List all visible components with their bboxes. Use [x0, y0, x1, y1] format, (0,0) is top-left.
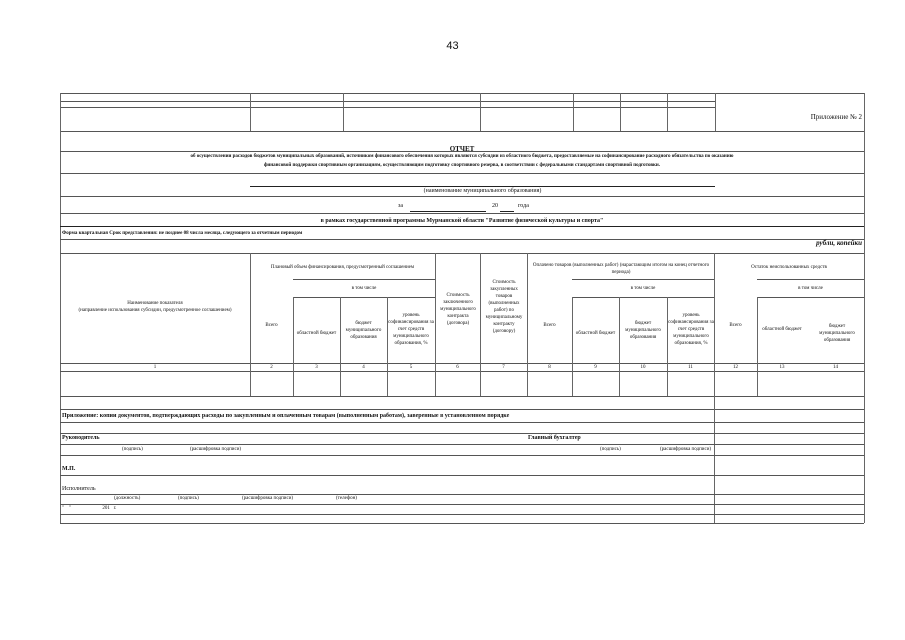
table-rule	[60, 173, 864, 174]
planned-cofin: уровень софинансирования за счет средств муниципального образования, %	[388, 313, 434, 346]
form-line: Форма квартальная Срок представления: не позднее 08 числа месяца, следующего за отчетным периодом	[62, 231, 303, 236]
table-rule	[573, 93, 574, 131]
table-rule	[250, 93, 251, 131]
table-rule	[757, 297, 758, 396]
table-rule	[293, 297, 294, 396]
table-rule	[60, 363, 864, 364]
column-number: 4	[362, 365, 365, 370]
column-number: 14	[833, 365, 838, 370]
table-rule	[667, 93, 668, 131]
unused-total: Всего	[729, 323, 742, 328]
head-signature-caption: (подпись)	[122, 447, 143, 452]
table-rule	[620, 93, 621, 131]
table-rule	[864, 93, 865, 523]
table-rule	[60, 226, 864, 227]
column-number: 2	[270, 365, 273, 370]
column-name-subheader: (направление использования субсидии, предусмотренное соглашением)	[78, 308, 232, 313]
table-rule	[572, 297, 573, 396]
table-rule	[715, 93, 716, 131]
table-rule	[60, 93, 864, 94]
table-rule	[60, 371, 864, 372]
report-title: ОТЧЕТ	[449, 145, 475, 153]
planned-municipal: бюджет муниципального образования	[345, 321, 382, 340]
table-rule	[60, 107, 715, 108]
unused-header: Остаток неиспользованных средств	[751, 265, 827, 270]
attachment-note: Приложение: копии документов, подтверждающих расходы по закупленным и оплаченным товарам (выполненным работам), заверенные в установленном порядке	[62, 413, 510, 419]
period-suffix: года	[518, 203, 529, 209]
report-subtitle-1: об осуществлении расходов бюджетов муниципальных образований, источником финансового обеспечения которых являются субсидии из областного бюджета, предоставляемые на софинансирование расходного обязательства по оказанию	[190, 154, 734, 159]
municipality-caption: (наименование муниципального образования)	[423, 188, 542, 194]
column-number: 11	[688, 365, 693, 370]
table-rule	[340, 297, 341, 396]
stamp-label: М.П.	[62, 466, 76, 472]
year-blank	[500, 211, 514, 212]
head-label: Руководитель	[62, 435, 100, 441]
period-blank	[410, 211, 486, 212]
program-line: в рамках государственной программы Мурманской области "Развитие физической культуры и спорта"	[320, 218, 604, 224]
paid-total: Всего	[543, 323, 556, 328]
paid-including: в том числе	[630, 286, 656, 291]
report-form	[60, 93, 864, 523]
appendix-label: Приложение № 2	[810, 113, 862, 121]
table-rule	[572, 279, 714, 280]
table-rule	[60, 101, 715, 102]
planned-including: в том числе	[351, 286, 377, 291]
column-number: 7	[502, 365, 505, 370]
paid-cofin: уровень софинансирования за счет средств муниципального образования, %	[668, 313, 714, 346]
chief-accountant-label: Главный бухгалтер	[528, 435, 581, 441]
accountant-signature-caption: (подпись)	[600, 447, 621, 452]
table-rule	[60, 494, 864, 495]
executor-label: Исполнитель	[62, 486, 96, 492]
table-rule	[757, 297, 864, 298]
unused-municipal: бюджет муниципального образования	[819, 324, 855, 343]
table-rule	[60, 504, 864, 505]
paid-municipal: бюджет муниципального образования	[625, 321, 661, 340]
table-rule	[293, 279, 435, 280]
table-rule	[60, 253, 864, 254]
date-line: " " 201 г.	[62, 506, 117, 511]
unused-regional: областной бюджет	[762, 327, 802, 332]
column-number: 3	[315, 365, 318, 370]
period-year: 20	[492, 203, 498, 209]
table-rule	[60, 213, 864, 214]
table-rule	[60, 131, 864, 132]
column-number: 6	[456, 365, 459, 370]
position-caption: (должность)	[114, 496, 141, 501]
table-rule	[60, 196, 864, 197]
table-rule	[480, 253, 481, 396]
column-number: 8	[548, 365, 551, 370]
planned-regional: областной бюджет	[296, 331, 337, 336]
unused-including: в том числе	[798, 286, 823, 291]
contract-cost-header: Стоимость заключенного муниципального контракта (договора)	[440, 293, 476, 326]
column-number: 13	[779, 365, 785, 370]
head-decryption-caption: (расшифровка подписи)	[190, 447, 242, 452]
report-subtitle-2: финансовой поддержки спортивным организациям, осуществляющим подготовку спортивного резерва, в соответствии с федеральными стандартами спортивной подготовки.	[263, 163, 661, 168]
column-number: 5	[409, 365, 413, 370]
table-rule	[60, 514, 864, 515]
table-rule	[60, 409, 864, 410]
planned-header: Плановый объем финансирования, предусмотренный соглашением	[270, 265, 415, 270]
municipality-line	[250, 186, 715, 187]
column-number: 12	[733, 365, 738, 370]
table-rule	[60, 444, 864, 445]
planned-total: Всего	[265, 323, 278, 328]
table-rule	[480, 93, 481, 131]
table-rule	[60, 422, 864, 423]
units-label: рубли, копейки	[816, 239, 862, 247]
table-rule	[293, 297, 435, 298]
goods-cost-header: Стоимость закупленных товаров (выполненных работ) по муниципальному контракту (договору)	[485, 280, 523, 334]
accountant-decryption-caption: (расшифровка подписи)	[660, 447, 712, 452]
table-rule	[343, 93, 344, 131]
table-rule	[757, 279, 864, 280]
column-number: 1	[153, 365, 157, 370]
table-rule	[619, 297, 620, 396]
table-rule	[60, 433, 864, 434]
table-rule	[435, 253, 436, 396]
paid-header: Оплачено товаров (выполненных работ) (нарастающим итогом на конец отчетного периода)	[532, 263, 710, 275]
table-rule	[60, 523, 864, 524]
table-rule	[572, 297, 714, 298]
paid-regional: областной бюджет	[575, 331, 616, 336]
column-number: 9	[594, 365, 597, 370]
column-name-header: Наименование показателя	[127, 301, 183, 306]
executor-decryption-caption: (расшифровка подписи)	[242, 496, 294, 501]
table-rule	[60, 455, 864, 456]
executor-signature-caption: (подпись)	[178, 496, 199, 501]
table-rule	[60, 239, 864, 240]
phone-caption: (телефон)	[336, 496, 357, 501]
table-rule	[60, 396, 864, 397]
table-rule	[60, 475, 864, 476]
period-prefix: за	[398, 203, 404, 209]
column-number: 10	[640, 365, 646, 370]
page-number: 43	[446, 40, 459, 52]
